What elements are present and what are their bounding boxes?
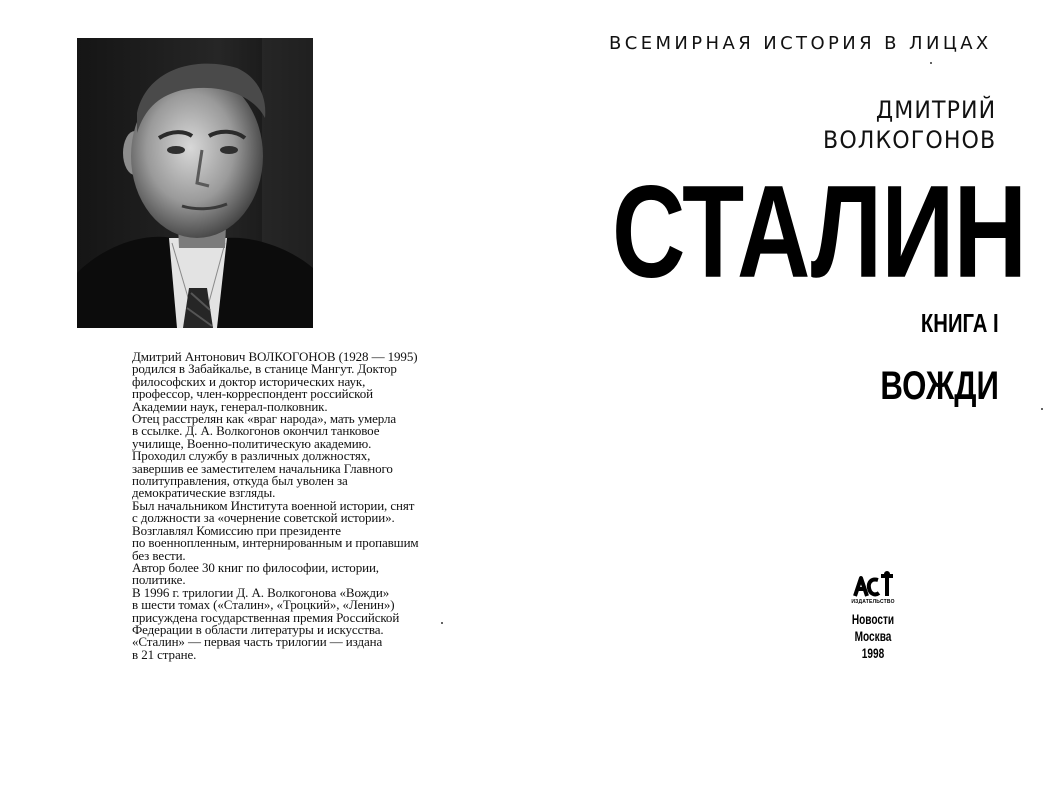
- bio-line: в 21 стране.: [132, 646, 197, 662]
- bio-line: Федерации в области литературы и искусства.: [132, 621, 384, 637]
- publisher-name: Новости: [851, 611, 895, 627]
- book-volume: КНИГА I: [921, 308, 999, 338]
- author-first-name: ДМИТРИЙ: [875, 96, 996, 124]
- bio-line: демократические взгляды.: [132, 485, 276, 501]
- bio-line: политике.: [132, 572, 186, 588]
- bio-line: В 1996 г. трилогии Д. А. Волкогонова «Вожди»: [132, 584, 390, 600]
- publisher-logo-word: ИЗДАТЕЛЬСТВО: [851, 599, 895, 605]
- book-subtitle: ВОЖДИ: [880, 364, 999, 408]
- series-title: ВСЕМИРНАЯ ИСТОРИЯ В ЛИЦАХ: [609, 33, 992, 54]
- bio-line: родился в Забайкалье, в станице Мангут. Доктор: [132, 361, 397, 377]
- author-portrait-photo: [77, 38, 313, 328]
- bio-line: без вести.: [132, 547, 186, 563]
- bio-line: присуждена государственная премия Российской: [132, 609, 400, 625]
- bio-line: Был начальником Института военной истории, снят: [132, 497, 415, 513]
- scan-speck: [441, 622, 443, 624]
- bio-line: «Сталин» — первая часть трилогии — издана: [132, 634, 383, 650]
- bio-line: Автор более 30 книг по философии, истории,: [132, 559, 379, 575]
- publisher-logo-icon: [851, 570, 895, 598]
- bio-line: с должности за «очернение советской истории».: [132, 510, 395, 526]
- author-biography: [132, 351, 472, 661]
- bio-line: профессор, член-корреспондент российской: [132, 386, 373, 402]
- scan-speck: [930, 62, 932, 64]
- publisher-block: [843, 570, 903, 662]
- publication-year: 1998: [861, 645, 885, 661]
- bio-line: по военнопленным, интернированным и пропавшим: [132, 535, 419, 551]
- scan-speck: [1041, 408, 1043, 410]
- bio-line: Возглавлял Комиссию при президенте: [132, 522, 341, 538]
- bio-line: завершив ее заместителем начальника Главного: [132, 460, 393, 476]
- bio-line: политуправления, откуда был уволен за: [132, 473, 348, 489]
- bio-line: в шести томах («Сталин», «Троцкий», «Ленин»): [132, 597, 395, 613]
- author-name: [823, 95, 996, 155]
- author-last-name: ВОЛКОГОНОВ: [822, 126, 996, 154]
- publisher-city: Москва: [854, 628, 892, 644]
- bio-line: в ссылке. Д. А. Волкогонов окончил танковое: [132, 423, 380, 439]
- imprint: [851, 611, 894, 662]
- bio-line: Академии наук, генерал-полковник.: [132, 398, 328, 414]
- bio-line: училище, Военно-политическую академию.: [132, 435, 372, 451]
- bio-line: философских и доктор исторических наук,: [132, 373, 366, 389]
- bio-line: Дмитрий Антонович ВОЛКОГОНОВ (1928 — 1995): [132, 349, 418, 364]
- book-title: СТАЛИН: [612, 159, 1027, 306]
- bio-line: Отец расстрелян как «враг народа», мать умерла: [132, 411, 397, 427]
- bio-line: Проходил службу в различных должностях,: [132, 448, 371, 464]
